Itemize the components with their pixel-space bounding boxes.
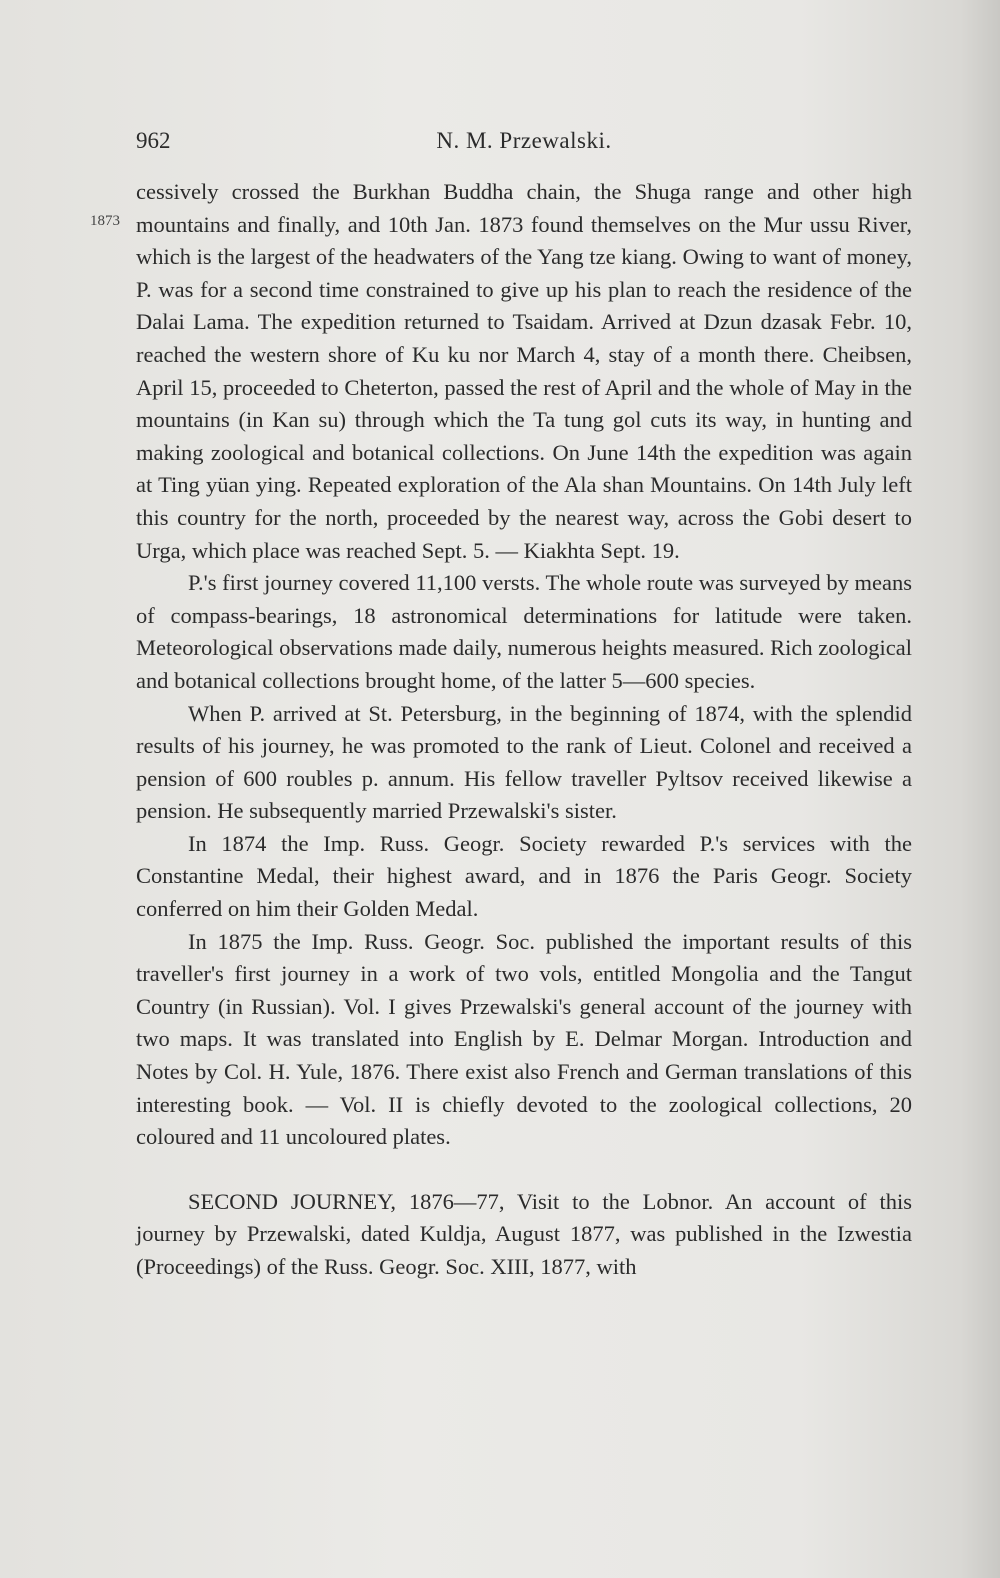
margin-year-note: 1873 — [90, 213, 120, 229]
paragraph-medals: In 1874 the Imp. Russ. Geogr. Society rewarded P.'s services with the Constantine Medal, their highest award, and in 1876 the Paris Geogr. Society conferred on him their Golden Medal. — [136, 830, 912, 922]
paragraph-continuation: cessively crossed the Burkhan Buddha chain, the Shuga range and other high mountains and finally, and 10th Jan. 1873 found themselves on the Mur ussu River, which is the largest of the headwaters of the Yang tze kiang. Owing to want of money, P. was for a second time constrained to give up his plan to reach the residence of the Dalai Lama. The expedition returned to Tsaidam. Arrived at Dzun dzasak Febr. 10, reached the western shore of Ku ku nor March 4, stay of a month there. Cheibsen, April 15, proceeded to Cheterton, passed the rest of April and the whole of May in the mountains (in Kan su) through which the Ta tung gol cuts its way, in hunting and making zoological and botanical collections. On June 14th the expedition was again at Ting yüan ying. Repeated exploration of the Ala shan Mountains. On 14th July left this country for the north, proceeded by the nearest way, across the Gobi desert to Urga, which place was reached Sept. 5. — Kiakhta Sept. 19. — [136, 179, 912, 563]
page-number: 962 — [136, 128, 171, 153]
paragraph-second-journey: SECOND JOURNEY, 1876—77, Visit to the Lobnor. An account of this journey by Przewalski, dated Kuldja, August 1877, was published in the Izwestia (Proceedings) of the Russ. Geogr. Soc. XIII, 1877, with — [136, 1188, 912, 1279]
paragraph-first-journey-summary: P.'s first journey covered 11,100 versts. The whole route was surveyed by means of compass-bearings, 18 astronomical determinations for latitude were taken. Meteorological observations made daily, numerous heights measured. Rich zoological and botanical collections brought home, of the latter 5—600 species. — [136, 570, 912, 693]
body-text — [136, 176, 912, 1284]
paragraph-return-petersburg: When P. arrived at St. Petersburg, in the beginning of 1874, with the splendid results of his journey, he was promoted to the rank of Lieut. Colonel and received a pension of 600 roubles p. annum. His fellow traveller Pyltsov received likewise a pension. He subsequently married Przewalski's sister. — [136, 700, 912, 824]
section-gap — [136, 1154, 912, 1186]
paragraph-publication: In 1875 the Imp. Russ. Geogr. Soc. published the important results of this traveller's first journey in a work of two vols, entitled Mongolia and the Tangut Country (in Russian). Vol. I gives Przewalski's general account of the journey with two maps. It was translated into English by E. Delmar Morgan. Introduction and Notes by Col. H. Yule, 1876. There exist also French and German translations of this interesting book. — Vol. II is chiefly devoted to the zoological collections, 20 coloured and 11 uncoloured plates. — [136, 928, 912, 1150]
running-head: N. M. Przewalski. — [436, 128, 612, 153]
page-header — [136, 124, 912, 164]
